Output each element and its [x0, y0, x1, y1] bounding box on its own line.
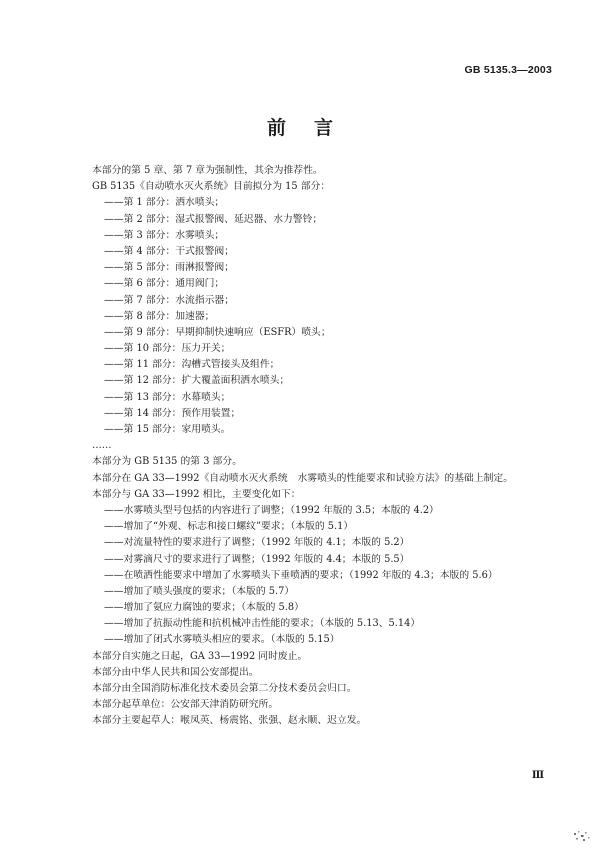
list-item: ——第 8 部分：加速器；	[104, 310, 215, 322]
list-item: ——第 11 部分：沟槽式管接头及组件；	[104, 359, 280, 371]
list-item: ——增加了抗振动性能和抗机械冲击性能的要求；（本版的 5.13、5.14）	[104, 618, 421, 630]
body-line: 本部分为 GB 5135 的第 3 部分。	[92, 456, 242, 468]
list-item: ——第 7 部分：水流指示器；	[104, 294, 235, 306]
list-item: ——第 6 部分：通用阀门；	[104, 278, 225, 290]
body-line: 本部分主要起草人：喉凤英、杨震铭、张强、赵永顺、迟立发。	[92, 715, 367, 727]
body-line: GB 5135《自动喷水灭火系统》目前拟分为 15 部分：	[92, 181, 331, 193]
list-item: ——在喷洒性能要求中增加了水雾喷头下垂喷洒的要求；（1992 年版的 4.3；本版的 5.6）	[104, 569, 498, 581]
list-item: ——第 15 部分：家用喷头。	[104, 424, 231, 435]
body-line: 本部分的第 5 章、第 7 章为强制性，其余为推荐性。	[92, 165, 323, 176]
list-item: ——第 5 部分：雨淋报警阀；	[104, 262, 235, 274]
list-item: ——第 13 部分：水幕喷头；	[104, 391, 231, 403]
list-item: ——第 14 部分：预作用装置；	[104, 407, 241, 419]
list-item: ——增加了喷头强度的要求；（本版的 5.7）	[104, 585, 295, 597]
list-item: ——增加了氨应力腐蚀的要求；（本版的 5.8）	[104, 602, 304, 614]
body-line: 本部分在 GA 33—1992《自动喷水灭火系统 水雾喷头的性能要求和试验方法》的基础上制定。	[92, 472, 514, 484]
list-item: ——第 1 部分：洒水喷头；	[104, 197, 225, 209]
ellipsis: ……	[92, 440, 112, 452]
list-item: ——对雾滴尺寸的要求进行了调整；（1992 年版的 4.4；本版的 5.5）	[104, 553, 410, 565]
body-line: 本部分起草单位：公安部天津消防研究所。	[92, 699, 279, 711]
page-number: Ⅲ	[531, 770, 544, 781]
list-item: ——第 3 部分：水雾喷头；	[104, 229, 225, 241]
page-title: 前言	[266, 117, 361, 139]
list-item: ——第 12 部分：扩大覆盖面积洒水喷头；	[104, 375, 290, 387]
list-item: ——增加了“外观、标志和接口螺纹”要求；（本版的 5.1）	[104, 521, 354, 533]
scan-noise-mark	[572, 830, 592, 844]
list-item: ——水雾喷头型号包括的内容进行了调整；（1992 年版的 3.5；本版的 4.2）	[104, 504, 439, 516]
document-body	[92, 163, 562, 730]
body-line: 本部分由中华人民共和国公安部提出。	[92, 666, 259, 678]
list-item: ——第 10 部分：压力开关；	[104, 343, 231, 355]
list-item: ——对流量特性的要求进行了调整；（1992 年版的 4.1；本版的 5.2）	[104, 537, 410, 549]
body-line: 本部分由全国消防标准化技术委员会第二分技术委员会归口。	[92, 683, 357, 694]
list-item: ——第 9 部分：早期抑制快速响应（ESFR）喷头；	[104, 326, 331, 338]
list-item: ——第 2 部分：湿式报警阀、延迟器、水力警铃；	[104, 213, 323, 225]
body-line: 本部分自实施之日起，GA 33—1992 同时废止。	[92, 650, 308, 662]
list-item: ——增加了闭式水雾喷头相应的要求。（本版的 5.15）	[104, 634, 340, 646]
list-item: ——第 4 部分：干式报警阀；	[104, 245, 235, 257]
standard-code: GB 5135.3—2003	[464, 64, 552, 76]
body-line: 本部分与 GA 33—1992 相比，主要变化如下：	[92, 488, 301, 500]
